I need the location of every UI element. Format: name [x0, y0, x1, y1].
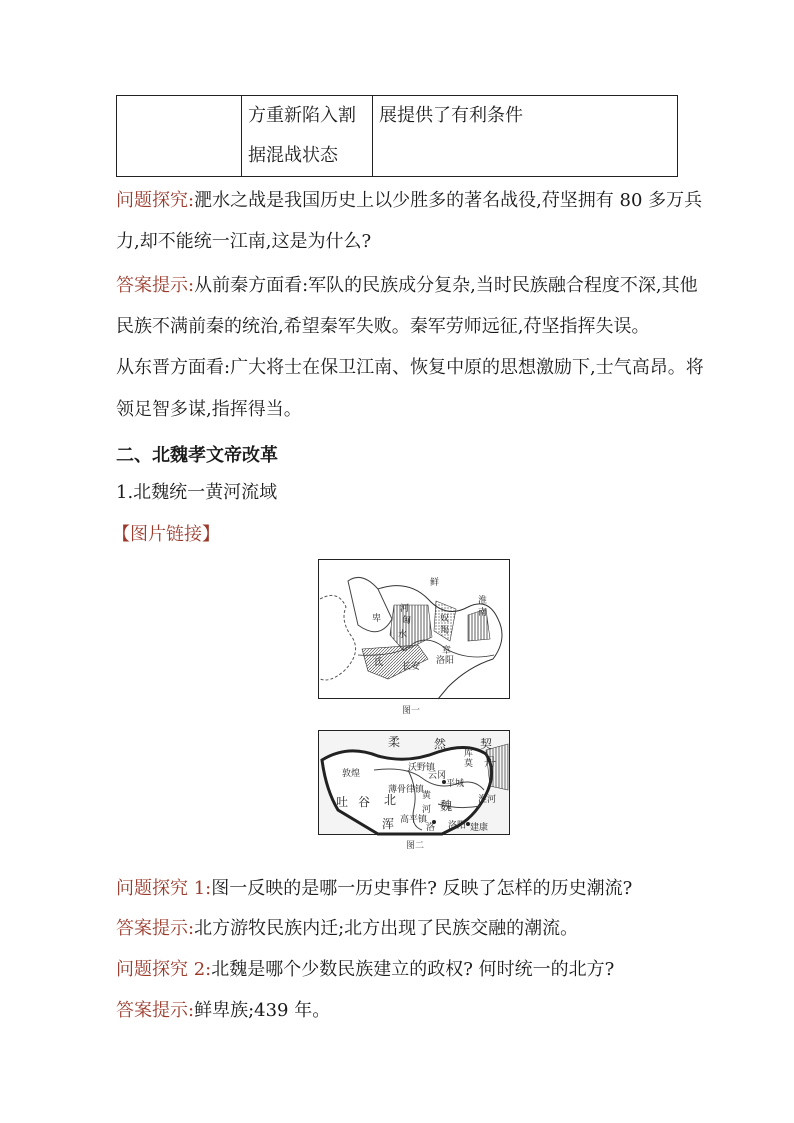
map2-label-dunhuang: 敦煌 [342, 769, 361, 779]
map2-label-ku: 库 [464, 749, 474, 759]
section-heading: 二、北魏孝文帝改革 [116, 445, 278, 466]
table-cell-col2 [242, 96, 373, 177]
map2-label-yungang: 云冈 [428, 771, 447, 781]
map1-label-di: 氐 [374, 658, 384, 668]
map2-label-jiankang: 建康 [470, 823, 489, 833]
answer-3-text: 鲜卑族;439 年。 [194, 1000, 331, 1021]
answer-text-line1: 从前秦方面看:军队的民族成分复杂,当时民族融合程度不深,其他 [194, 275, 698, 296]
map1-label-shui: 水 [398, 630, 408, 640]
map2-label-huang: 黄 [422, 791, 432, 801]
answer-1-line3: 从东晋方面看:广大将士在保卫江南、恢复中原的思想激励下,士气高昂。将 [116, 357, 704, 378]
answer-3 [116, 996, 330, 1026]
answer-1 [116, 271, 698, 301]
question-1-line2: 力,却不能统一江南,这是为什么? [116, 231, 372, 252]
answer-1-line2: 民族不满前秦的统治,希望秦军失败。秦军劳师远征,苻坚指挥失误。 [116, 316, 650, 337]
map1-label-luoyang: 洛阳 [436, 656, 455, 666]
map2-label-qi: 契 [480, 737, 493, 751]
map1-label-jie: 羯 [440, 626, 450, 636]
map2-label-bei: 北 [384, 793, 397, 807]
question-3 [116, 955, 614, 985]
map2-label-gu: 谷 [358, 795, 371, 809]
question-3-label: 问题探究 2: [116, 959, 212, 980]
map2-label-gaoping: 高平镇 [400, 815, 428, 825]
map-figure-2 [318, 730, 512, 854]
table-cell-empty [117, 96, 242, 177]
map2-label-hun: 浑 [382, 817, 395, 831]
map-figure-1 [318, 559, 512, 719]
map2-label-rou: 柔 [388, 735, 401, 749]
answer-3-label: 答案提示: [116, 1000, 195, 1021]
map2-label-he: 河 [422, 805, 432, 815]
map1-label-huai: 淮 [478, 596, 488, 606]
answer-2-text: 北方游牧民族内迁;北方出现了民族交融的潮流。 [194, 918, 579, 939]
table-cell-col2-line1: 方重新陷入割 [248, 105, 356, 126]
map-1-svg [318, 559, 512, 719]
question-3-text: 北魏是哪个少数民族建立的政权? 何时统一的北方? [211, 959, 615, 980]
map2-label-luo: 洛 [426, 823, 436, 833]
map2-label-huaihe: 淮河 [478, 795, 497, 805]
map2-label-wei: 魏 [440, 799, 453, 813]
map1-label-xiong: 匈 [402, 616, 412, 626]
answer-2-label: 答案提示: [116, 918, 195, 939]
map2-caption: 图二 [406, 841, 425, 851]
question-1 [116, 186, 702, 216]
map1-label-nu: 奴 [440, 614, 450, 624]
map1-label-xian: 鲜 [430, 578, 440, 588]
question-2 [116, 874, 632, 904]
map2-label-dan: 丹 [484, 755, 497, 769]
table-cell-col2-line2: 据混战状态 [248, 145, 338, 166]
map2-label-woye: 沃野镇 [408, 763, 436, 773]
answer-2 [116, 914, 578, 944]
map-2-svg [318, 730, 512, 854]
map2-label-ran: 然 [434, 737, 447, 751]
map1-label-zhang: 章 [442, 646, 452, 656]
map1-caption: 图一 [402, 706, 421, 716]
map1-label-bei: 卑 [372, 614, 382, 624]
map1-label-he: 河 [400, 604, 410, 614]
subsection-title: 1.北魏统一黄河流域 [116, 482, 278, 503]
continuation-table [116, 95, 678, 177]
map1-label-nan: 南 [478, 608, 488, 618]
table-cell-col3-text: 展提供了有利条件 [379, 105, 523, 126]
map1-label-changan: 长安 [402, 662, 421, 672]
map2-label-pingcheng: 平城 [446, 779, 465, 789]
map2-label-bogulv: 薄骨律镇 [388, 785, 425, 795]
question-2-text: 图一反映的是哪一历史事件? 反映了怎样的历史潮流? [211, 878, 633, 899]
answer-label: 答案提示: [116, 275, 195, 296]
map2-label-luoyang: 洛阳 [448, 821, 467, 831]
map2-label-tu: 吐 [336, 795, 349, 809]
table-cell-col3 [373, 96, 678, 177]
image-link-label: 【图片链接】 [112, 524, 220, 545]
question-label: 问题探究: [116, 190, 195, 211]
map2-label-mo: 莫 [464, 759, 474, 769]
question-2-label: 问题探究 1: [116, 878, 212, 899]
answer-1-line4: 领足智多谋,指挥得当。 [116, 399, 302, 420]
question-text-line1: 淝水之战是我国历史上以少胜多的著名战役,苻坚拥有 80 多万兵 [194, 190, 703, 211]
